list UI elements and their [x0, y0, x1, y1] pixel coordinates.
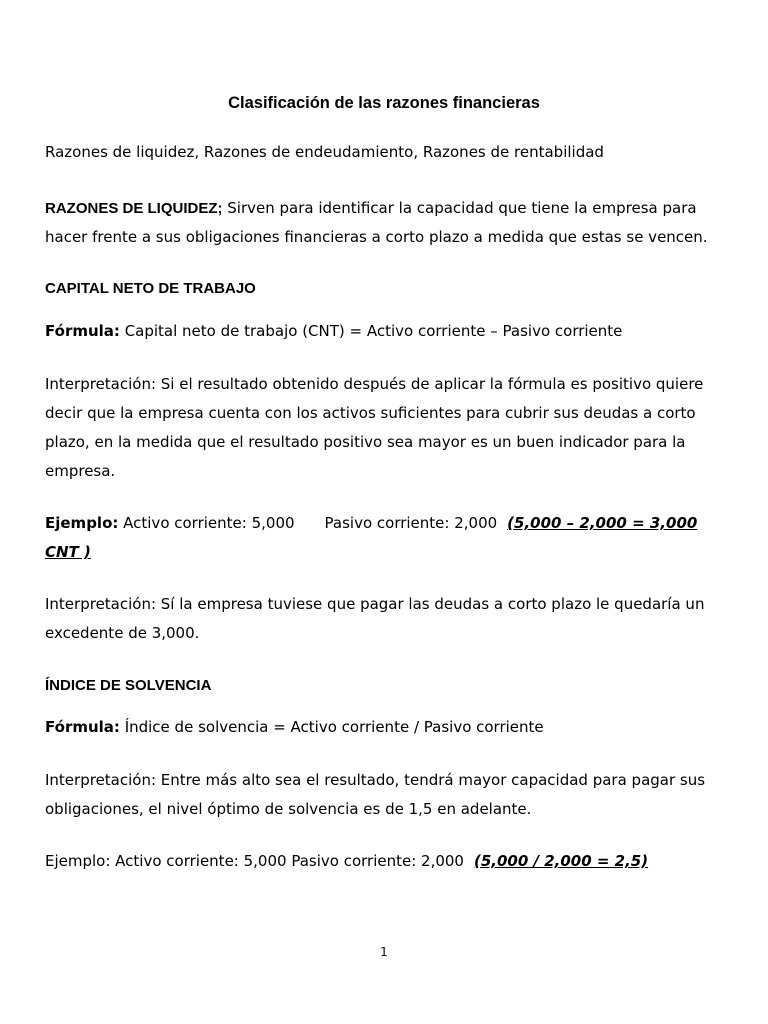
liquidez-paragraph: [45, 194, 725, 252]
liquidez-text: Sirven para identificar la capacidad que tiene la empresa para hacer frente a sus obligaciones financieras a corto plazo a medida que estas se vencen.: [45, 199, 708, 246]
solvencia-ejemplo: [45, 847, 725, 876]
capital-neto-formula: [45, 317, 725, 346]
capital-neto-interpretacion-ejemplo: Interpretación: Sí la empresa tuviese que pagar las deudas a corto plazo le quedaría un excedente de 3,000.: [45, 595, 705, 642]
ejemplo-label: Ejemplo:: [45, 514, 119, 532]
ejemplo-text: Ejemplo: Activo corriente: 5,000 Pasivo corriente: 2,000: [45, 852, 464, 870]
capital-neto-heading: CAPITAL NETO DE TRABAJO: [45, 280, 256, 297]
document-title: Clasificación de las razones financieras: [228, 94, 540, 112]
solvencia-interpretacion: Interpretación: Entre más alto sea el resultado, tendrá mayor capacidad para pagar sus obligaciones, el nivel óptimo de solvencia es de 1,5 en adelante.: [45, 771, 706, 818]
ejemplo-resultado: (5,000 – 2,000 = 3,000 CNT ): [45, 514, 698, 561]
capital-neto-ejemplo: [45, 509, 725, 567]
solvencia-heading: ÍNDICE DE SOLVENCIA: [45, 677, 212, 694]
capital-neto-interpretacion: Interpretación: Si el resultado obtenido después de aplicar la fórmula es positivo quiere decir que la empresa cuenta con los activos suficientes para cubrir sus deudas a corto plazo, en la medida que el resultado positivo sea mayor es un buen indicador para la empresa.: [45, 375, 704, 480]
ejemplo-pasivo: Pasivo corriente: 2,000: [324, 514, 498, 532]
formula-label: Fórmula:: [45, 322, 120, 340]
solvencia-formula: [45, 713, 725, 742]
formula-text: Índice de solvencia = Activo corriente / Pasivo corriente: [119, 718, 544, 736]
liquidez-label: RAZONES DE LIQUIDEZ;: [45, 200, 223, 217]
formula-label: Fórmula:: [45, 718, 120, 736]
ejemplo-activo: Activo corriente: 5,000: [118, 514, 295, 532]
ejemplo-resultado: (5,000 / 2,000 = 2,5): [473, 852, 649, 870]
intro-paragraph: Razones de liquidez, Razones de endeudamiento, Razones de rentabilidad: [45, 143, 604, 161]
formula-text: Capital neto de trabajo (CNT) = Activo corriente – Pasivo corriente: [119, 322, 623, 340]
page-number: 1: [380, 945, 388, 959]
